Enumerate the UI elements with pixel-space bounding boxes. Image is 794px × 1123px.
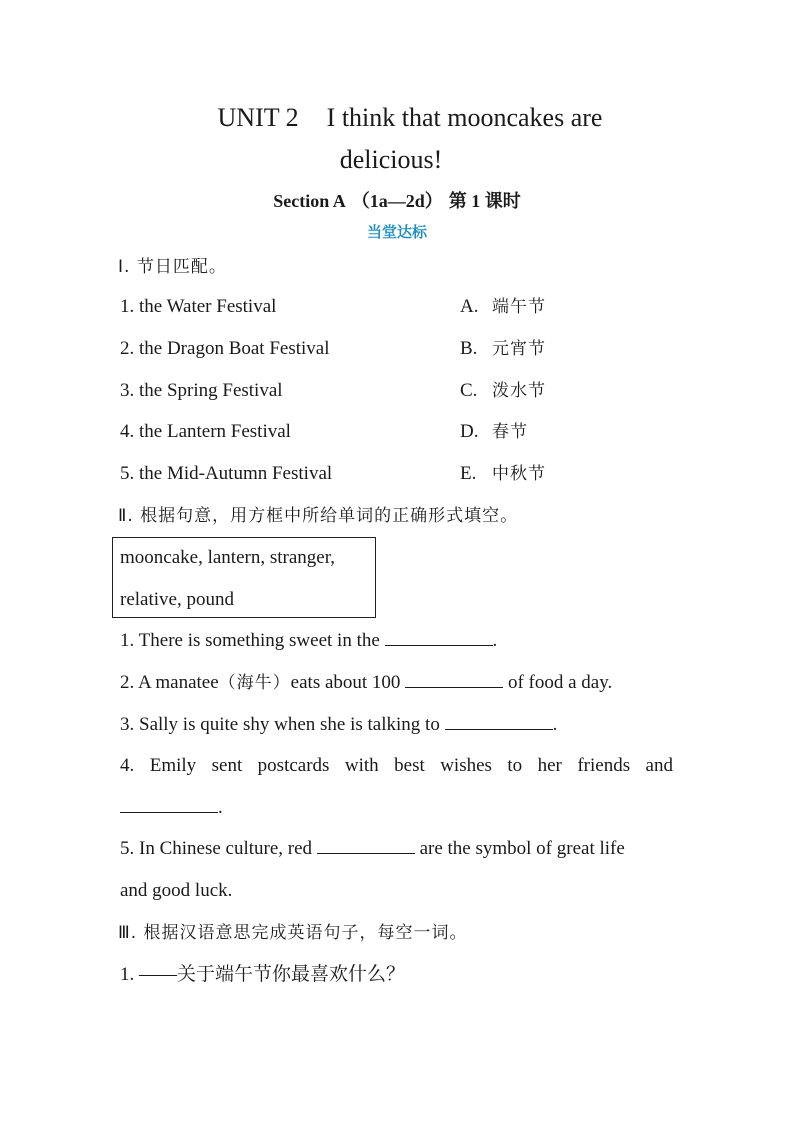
answer-blank[interactable]	[317, 835, 415, 854]
title-line-1: I think that mooncakes are	[326, 103, 603, 132]
fill-question-2: 2. A manatee（海牛）eats about 100 of food a day.	[120, 669, 612, 697]
section-subtitle	[0, 188, 794, 214]
section-range: （1a—2d）	[351, 191, 443, 211]
part1-heading: Ⅰ. 节日匹配。	[118, 257, 227, 277]
fill-question-4: 4. Emily sent postcards with best wishes to her friends and	[120, 755, 673, 776]
match-item-1: 1. the Water Festival	[120, 296, 277, 317]
part3-heading: Ⅲ. 根据汉语意思完成英语句子，每空一词。	[118, 923, 468, 943]
fill-question-1: 1. There is something sweet in the .	[120, 627, 497, 655]
answer-blank[interactable]	[445, 711, 553, 730]
word-bank-box	[112, 537, 376, 618]
answer-blank[interactable]	[385, 627, 493, 646]
match-item-5: 5. the Mid-Autumn Festival	[120, 463, 333, 484]
match-item-4: 4. the Lantern Festival	[120, 421, 291, 442]
title-line-2: delicious!	[339, 145, 443, 174]
translate-question-1: 1. ——关于端午节你最喜欢什么？	[120, 964, 406, 985]
match-option-d: D. 春节	[460, 421, 528, 442]
match-option-b: B. 元宵节	[460, 338, 546, 359]
part2-heading: Ⅱ. 根据句意，用方框中所给单词的正确形式填空。	[118, 506, 519, 526]
match-item-2: 2. the Dragon Boat Festival	[120, 338, 330, 359]
match-option-a: A. 端午节	[460, 296, 546, 317]
answer-blank[interactable]	[405, 669, 503, 688]
match-option-c: C. 泼水节	[460, 380, 546, 401]
unit-label: UNIT 2	[217, 103, 299, 132]
fill-question-5-cont: and good luck.	[120, 880, 233, 901]
fill-question-5: 5. In Chinese culture, red are the symbol of great life	[120, 835, 625, 863]
match-item-3: 3. the Spring Festival	[120, 380, 283, 401]
fill-question-4-cont: .	[120, 794, 223, 822]
answer-blank[interactable]	[120, 794, 218, 813]
page-title	[0, 100, 794, 136]
fill-question-3: 3. Sally is quite shy when she is talking to .	[120, 711, 557, 739]
match-option-e: E. 中秋节	[460, 463, 546, 484]
word-bank-line-2: relative, pound	[120, 589, 234, 610]
word-bank-line-1: mooncake, lantern, stranger,	[120, 547, 336, 568]
section-label: Section A	[273, 191, 346, 211]
practice-tag: 当堂达标	[366, 223, 427, 241]
lesson-label: 第 1 课时	[448, 191, 521, 211]
